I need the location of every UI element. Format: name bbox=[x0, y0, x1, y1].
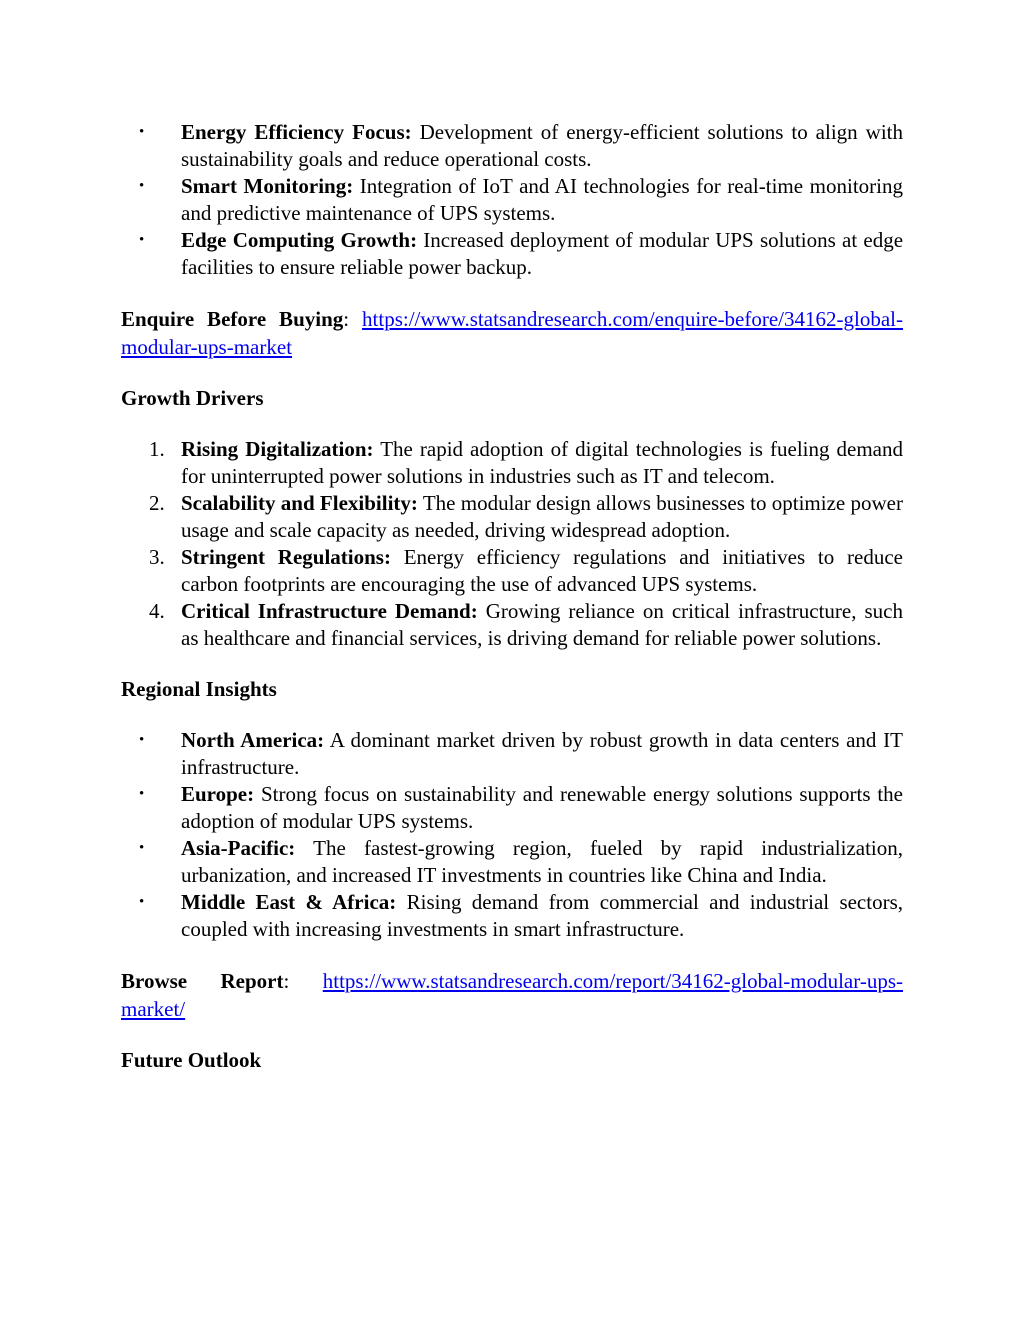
item-title: Asia-Pacific: bbox=[181, 836, 296, 860]
item-text: Strong focus on sustainability and renewable energy solutions supports the adoption of modular UPS systems. bbox=[181, 782, 903, 833]
list-item bbox=[121, 490, 903, 544]
growth-drivers-heading: Growth Drivers bbox=[121, 386, 264, 410]
item-title: Europe: bbox=[181, 782, 255, 806]
bullet-marker: • bbox=[139, 124, 145, 140]
item-text: Growing reliance on critical infrastructure, such as healthcare and financial services, is driving demand for reliable power solutions. bbox=[181, 599, 903, 650]
item-title: Stringent Regulations: bbox=[181, 545, 391, 569]
document-page bbox=[121, 119, 903, 1074]
item-text: Increased deployment of modular UPS solutions at edge facilities to ensure reliable power backup. bbox=[181, 228, 904, 279]
item-title: North America: bbox=[181, 728, 325, 752]
list-item bbox=[121, 781, 903, 835]
bullet-marker: • bbox=[139, 894, 145, 910]
item-text: Development of energy-efficient solutions to align with sustainability goals and reduce operational costs. bbox=[181, 120, 904, 171]
number-marker: 1. bbox=[149, 437, 165, 461]
list-item bbox=[121, 119, 903, 173]
browse-sep: : bbox=[283, 969, 323, 993]
enquire-link[interactable]: https://www.statsandresearch.com/enquire-before/34162-global-modular-ups-market bbox=[121, 307, 903, 359]
list-item bbox=[121, 835, 903, 889]
enquire-sep: : bbox=[343, 307, 363, 331]
item-title: Smart Monitoring: bbox=[181, 174, 354, 198]
growth-drivers-list bbox=[121, 436, 903, 652]
item-text: Energy efficiency regulations and initiatives to reduce carbon footprints are encouraging the use of advanced UPS systems. bbox=[181, 545, 903, 596]
number-marker: 2. bbox=[149, 491, 165, 515]
trends-list bbox=[121, 119, 903, 281]
item-title: Critical Infrastructure Demand: bbox=[181, 599, 478, 623]
regional-insights-heading: Regional Insights bbox=[121, 677, 277, 701]
item-title: Edge Computing Growth: bbox=[181, 228, 418, 252]
enquire-label: Enquire Before Buying bbox=[121, 307, 344, 331]
browse-paragraph bbox=[121, 967, 903, 1023]
list-item bbox=[121, 598, 903, 652]
item-title: Middle East & Africa: bbox=[181, 890, 397, 914]
bullet-marker: • bbox=[139, 840, 145, 856]
list-item bbox=[121, 727, 903, 781]
item-title: Rising Digitalization: bbox=[181, 437, 374, 461]
number-marker: 4. bbox=[149, 599, 165, 623]
list-item bbox=[121, 173, 903, 227]
list-item bbox=[121, 544, 903, 598]
bullet-marker: • bbox=[139, 232, 145, 248]
bullet-marker: • bbox=[139, 786, 145, 802]
item-text: The modular design allows businesses to optimize power usage and scale capacity as needed, driving widespread adoption. bbox=[181, 491, 904, 542]
list-item bbox=[121, 889, 903, 943]
item-title: Energy Efficiency Focus: bbox=[181, 120, 412, 144]
item-text: Rising demand from commercial and industrial sectors, coupled with increasing investments in smart infrastructure. bbox=[181, 890, 904, 941]
item-text: Integration of IoT and AI technologies for real-time monitoring and predictive maintenance of UPS systems. bbox=[181, 174, 903, 225]
list-item bbox=[121, 227, 903, 281]
number-marker: 3. bbox=[149, 545, 165, 569]
regional-insights-list bbox=[121, 727, 903, 943]
browse-label: Browse Report bbox=[121, 969, 284, 993]
browse-report-link[interactable]: https://www.statsandresearch.com/report/34162-global-modular-ups-market/ bbox=[121, 969, 903, 1021]
item-text: The rapid adoption of digital technologies is fueling demand for uninterrupted power solutions in industries such as IT and telecom. bbox=[181, 437, 903, 488]
item-text: The fastest-growing region, fueled by rapid industrialization, urbanization, and increased IT investments in countries like China and India. bbox=[181, 836, 903, 887]
item-title: Scalability and Flexibility: bbox=[181, 491, 418, 515]
enquire-paragraph bbox=[121, 305, 903, 361]
bullet-marker: • bbox=[139, 178, 145, 194]
bullet-marker: • bbox=[139, 732, 145, 748]
item-text: A dominant market driven by robust growth in data centers and IT infrastructure. bbox=[181, 728, 903, 779]
list-item bbox=[121, 436, 903, 490]
future-outlook-heading: Future Outlook bbox=[121, 1048, 262, 1072]
